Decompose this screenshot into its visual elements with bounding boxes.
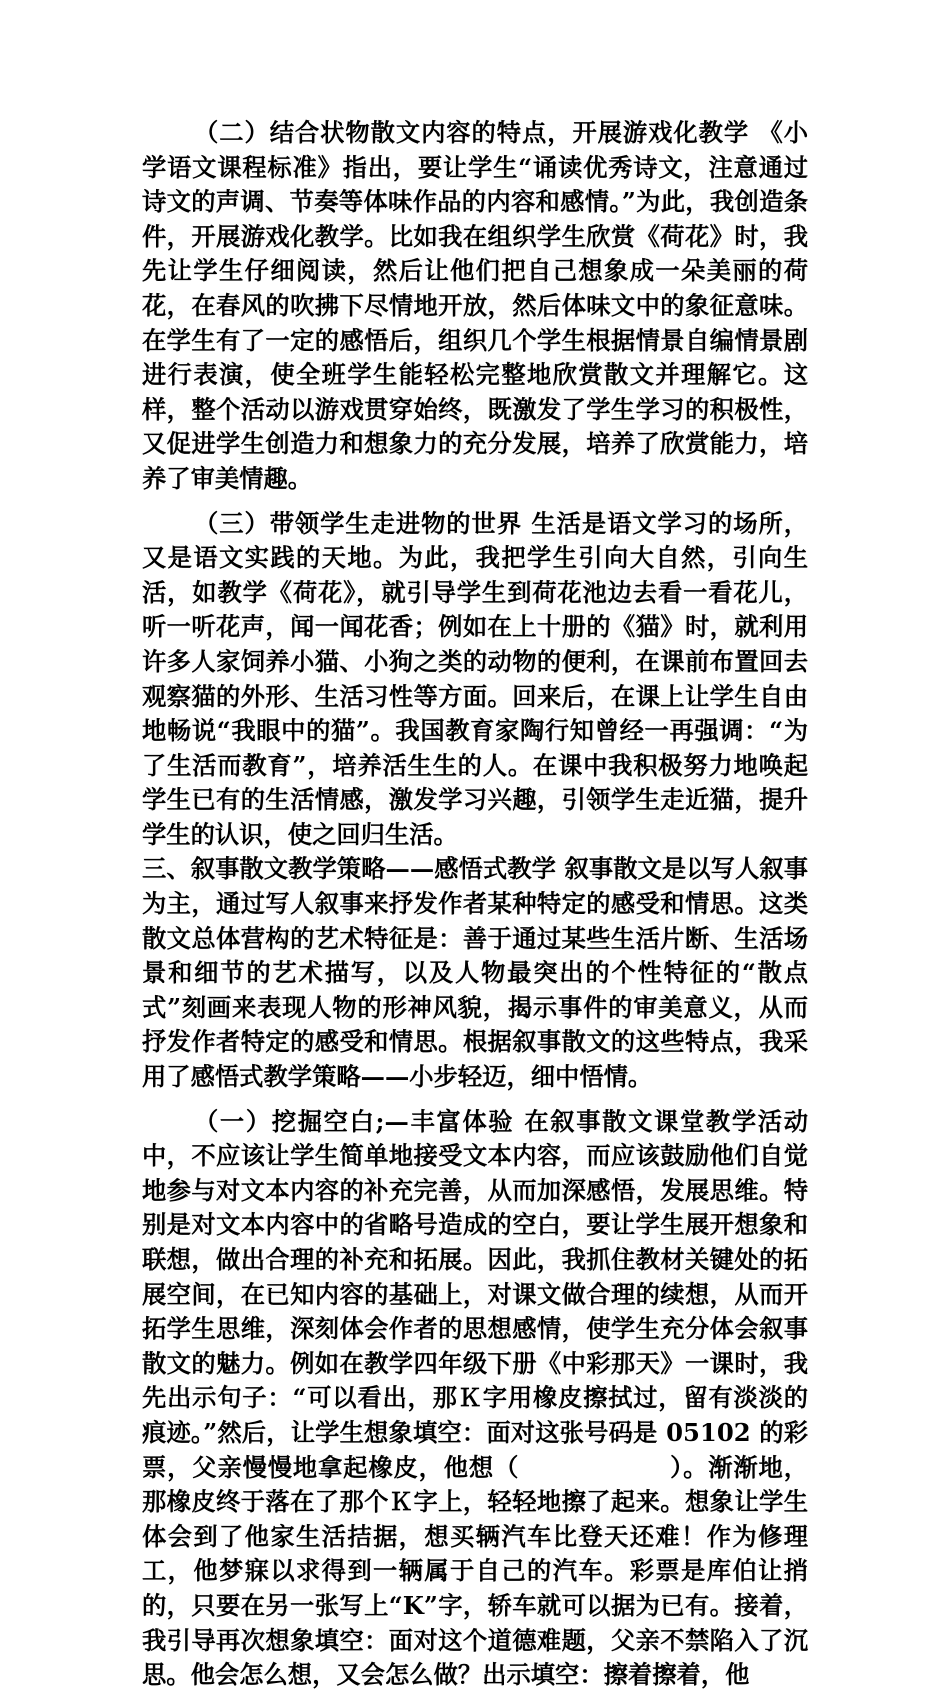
- paragraph-narrative-strategy: 三、叙事散文教学策略——感悟式教学 叙事散文是以写人叙事为主，通过写人叙事来抒发作者某种特定的感受和情思。这类散文总体营构的艺术特征是：善于通过某些生活片断、生活场景和细节的艺术描写，以及人物最突出的个性特征的“散点式”刻画来表现人物的形神风貌，揭示事件的审美意义，从而抒发作者特定的感受和情思。根据叙事散文的这些特点，我采用了感悟式教学策略——小步轻迈，细中悟情。: [142, 854, 808, 1092]
- document-body: [142, 116, 808, 1693]
- paragraph-world-of-things: （三）带领学生走进物的世界 生活是语文学习的场所，又是语文实践的天地。为此，我把学生引向大自然，引向生活，如教学《荷花》，就引导学生到荷花池边去看一看花儿，听一听花声，闻一闻花香；例如在上十册的《猫》时，就利用许多人家饲养小猫、小狗之类的动物的便利，在课前布置回去观察猫的外形、生活习性等方面。回来后，在课上让学生自由地畅说“我眼中的猫”。我国教育家陶行知曾经一再强调：“为了生活而教育”，培养活生生的人。在课中我积极努力地唤起学生已有的生活情感，激发学习兴趣，引领学生走近猫，提升学生的认识，使之回归生活。: [142, 508, 808, 849]
- paragraph-explore-blanks: （一）挖掘空白;—丰富体验 在叙事散文课堂教学活动中，不应该让学生简单地接受文本内容，而应该鼓励他们自觉地参与对文本内容的补充完善，从而加深感悟，发展思维。特别是对文本内容中的省略号造成的空白，要让学生展开想象和联想，做出合理的补充和拓展。因此，我抓住教材关键处的拓展空间，在已知内容的基础上，对课文做合理的续想，从而开拓学生思维，深刻体会作者的思想感情，使学生充分体会叙事散文的魅力。例如在教学四年级下册《中彩那天》一课时，我先出示句子：“可以看出，那Ｋ字用橡皮擦拭过，留有淡淡的痕迹。”然后，让学生想象填空：面对这张号码是 05102 的彩票，父亲慢慢地拿起橡皮，他想（ ）。渐渐地，那橡皮终于落在了那个Ｋ字上，轻轻地擦了起来。想象让学生体会到了他家生活拮据，想买辆汽车比登天还难！作为修理工，他梦寐以求得到一辆属于自己的汽车。彩票是库伯让捎的，只要在另一张写上“K”字，轿车就可以据为已有。接着，我引导再次想象填空：面对这个道德难题，父亲不禁陷入了沉思。他会怎么想，又会怎么做？出示填空：擦着擦着，他: [142, 1106, 808, 1690]
- paragraph-game-teaching: （二）结合状物散文内容的特点，开展游戏化教学 《小学语文课程标准》指出，要让学生“诵读优秀诗文，注意通过诗文的声调、节奏等体味作品的内容和感情。”为此，我创造条件，开展游戏化教学。比如我在组织学生欣赏《荷花》时，我先让学生仔细阅读，然后让他们把自己想象成一朵美丽的荷花，在春风的吹拂下尽情地开放，然后体味文中的象征意味。在学生有了一定的感悟后，组织几个学生根据情景自编情景剧进行表演，使全班学生能轻松完整地欣赏散文并理解它。这样，整个活动以游戏贯穿始终，既激发了学生学习的积极性，又促进学生创造力和想象力的充分发展，培养了欣赏能力，培养了审美情趣。: [142, 118, 808, 493]
